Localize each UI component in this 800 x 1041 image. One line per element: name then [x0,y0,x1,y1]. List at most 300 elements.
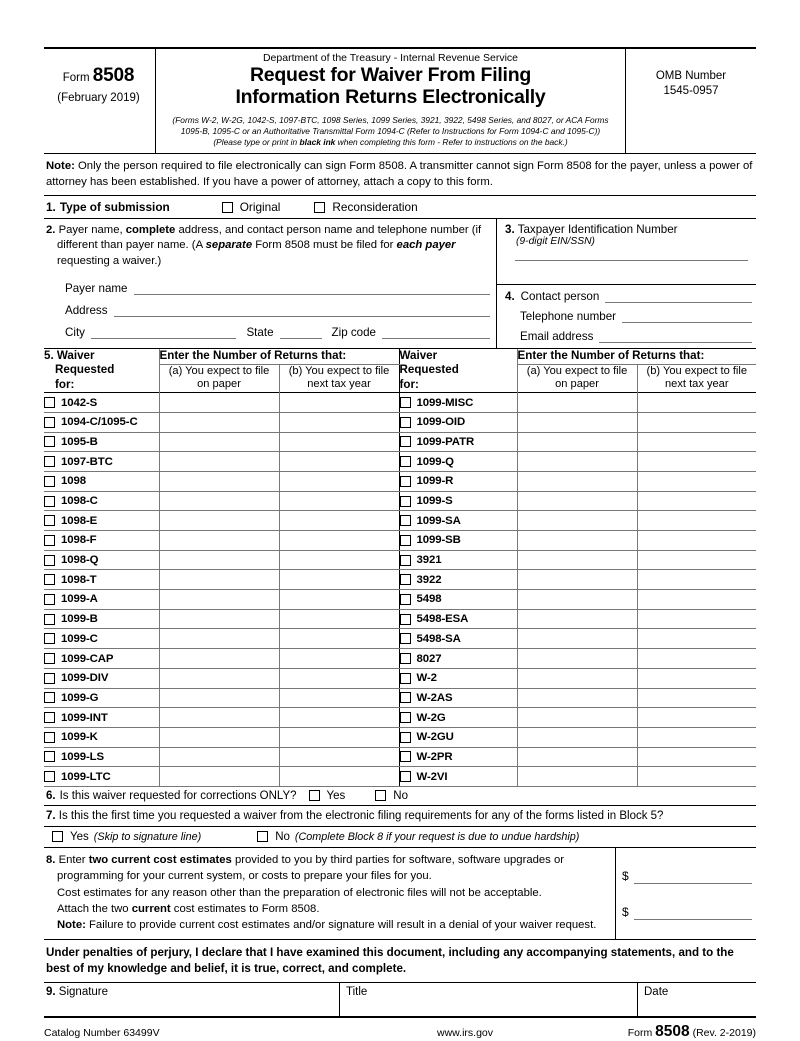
form-revision-date: (February 2019) [57,92,140,104]
next-year-count-input-left[interactable] [279,747,399,767]
paper-count-input-right[interactable] [517,531,637,551]
col-b-left-line-1: (b) You expect to file [288,364,390,377]
waiver-item-label: 1099-S [416,495,453,507]
waiver-item-cell [399,412,517,432]
waiver-item-label: 1099-CAP [61,652,114,665]
next-year-count-input-left[interactable] [279,511,399,531]
checkbox-3922[interactable] [400,574,411,585]
checkbox-1099-misc[interactable] [400,397,411,408]
footer-form-identity [586,1023,756,1041]
checkbox-corrections-yes[interactable] [309,790,320,801]
paper-count-input-left[interactable] [159,609,279,629]
paper-count-input-right[interactable] [517,629,637,649]
omb-label: OMB Number [655,70,727,82]
checkbox-1099-q[interactable] [400,456,411,467]
checkbox-1099-oid[interactable] [400,417,411,428]
waiver-item-label: 1098 [61,475,86,488]
waiver-item-cell [44,708,159,728]
waiver-item-label: 1099-R [416,475,454,488]
checkbox-1099-int[interactable] [44,712,55,723]
label-original: Original [239,200,281,215]
next-year-count-input-right[interactable] [637,590,756,610]
title-cell[interactable] [340,983,638,1016]
waiver-item-cell [44,727,159,747]
paper-count-input-right[interactable] [517,767,637,787]
checkbox-1098-f[interactable] [44,535,55,546]
block-2-emph-each-payer: each payer [396,239,456,252]
date-cell[interactable] [638,983,756,1016]
paper-count-input-right[interactable] [517,708,637,728]
label-first-time-no: No [275,830,290,843]
form-title-line-1: Request for Waiver From Filing [249,64,532,86]
waiver-item-label: 1094-C/1095-C [61,416,138,429]
checkbox-1042-s[interactable] [44,397,55,408]
checkbox-1099-cap[interactable] [44,653,55,664]
form-subtitle [162,115,619,148]
checkbox-1098-c[interactable] [44,496,55,507]
next-year-count-input-right[interactable] [637,668,756,688]
form-title-block [156,49,626,153]
paper-count-input-left[interactable] [159,531,279,551]
telephone-input[interactable] [622,309,752,323]
paper-count-input-left[interactable] [159,590,279,610]
block-8-emph-current: current [131,903,171,916]
paper-count-input-left[interactable] [159,747,279,767]
paper-count-input-left[interactable] [159,727,279,747]
email-label: Email address [520,330,594,344]
paper-count-input-right[interactable] [517,452,637,472]
next-year-count-input-right[interactable] [637,609,756,629]
signature-label: Signature [58,985,109,998]
block-8-line1-c: provided to you by third parties for software, software upgrades or programming for your current system, or costs to prepare your files for you. [57,853,565,883]
waiver-item-label: 3922 [416,573,442,586]
checkbox-w-2[interactable] [400,673,411,684]
note-first-time-no: (Complete Block 8 if your request is due to undue hardship) [294,830,580,843]
checkbox-1095-b[interactable] [44,436,55,447]
checkbox-original[interactable] [222,202,233,213]
form-number: 8508 [92,65,135,86]
block-3-number: 3. [505,223,515,237]
checkbox-1099-patr[interactable] [400,436,411,447]
block-2-text-c: address, and contact person name and telephone number (if different than payer name. (A [57,224,482,252]
paper-count-input-right[interactable] [517,412,637,432]
next-year-count-input-right[interactable] [637,432,756,452]
cost-estimate-2-input[interactable] [634,905,752,920]
waiver-item-cell [44,550,159,570]
paper-count-input-right[interactable] [517,570,637,590]
col-a-right-line-2: on paper [555,378,599,391]
waiver-item-label: 1097-BTC [61,455,113,468]
next-year-count-input-left[interactable] [279,412,399,432]
next-year-count-input-right[interactable] [637,629,756,649]
paper-count-input-right[interactable] [517,747,637,767]
payer-name-input[interactable] [134,281,490,295]
block-2-payer-info [44,219,497,348]
block-2-emph-complete: complete [125,224,176,237]
waiver-item-label: 1099-A [61,593,98,606]
block-8-note-text: Failure to provide current cost estimates and/or signature will result in a denial of your waiver request. [85,919,597,932]
waiver-item-label: 1042-S [61,396,98,409]
city-label: City [65,326,85,340]
block-2-emph-separate: separate [205,239,253,252]
waiver-item-label: 1098-E [61,514,98,527]
state-label: State [246,326,274,340]
waiver-item-cell [44,511,159,531]
agency-name: Department of the Treasury - Internal Revenue Service [262,52,519,64]
next-year-count-input-left[interactable] [279,452,399,472]
checkbox-1099-a[interactable] [44,594,55,605]
checkbox-3921[interactable] [400,555,411,566]
form-body [44,47,756,1041]
title-label: Title [346,985,368,998]
waiver-requested-header-right [399,349,517,393]
waiver-item-label: 1099-LTC [61,770,111,783]
table-row [44,629,756,649]
form-note [44,154,756,196]
next-year-count-input-right[interactable] [637,708,756,728]
paper-count-input-left[interactable] [159,471,279,491]
next-year-count-input-right[interactable] [637,688,756,708]
waiver-item-cell [399,609,517,629]
paper-count-input-left[interactable] [159,767,279,787]
waiver-item-cell [44,590,159,610]
waiver-item-cell [399,393,517,413]
paper-count-input-left[interactable] [159,708,279,728]
paper-count-input-right[interactable] [517,432,637,452]
waiver-item-cell [44,491,159,511]
paper-count-input-left[interactable] [159,511,279,531]
waiver-item-cell [44,649,159,669]
block-5-number: 5. [44,349,54,363]
col-a-left-line-2: on paper [197,378,241,391]
checkbox-w-2g[interactable] [400,712,411,723]
label-first-time-yes: Yes [70,830,89,843]
checkbox-1098-q[interactable] [44,555,55,566]
note-first-time-yes: (Skip to signature line) [93,830,202,843]
col-a-left-line-1: (a) You expect to file [168,364,270,377]
block-6-question: Is this waiver requested for corrections ONLY? [59,789,297,802]
col-b-left-line-2: next tax year [307,378,371,391]
checkbox-8027[interactable] [400,653,411,664]
block-8-line-3 [46,901,607,917]
waiver-item-label: 1099-DIV [61,672,109,685]
waiver-item-label: W-2GU [416,731,454,744]
table-row [44,412,756,432]
next-year-count-input-left[interactable] [279,531,399,551]
tin-input[interactable] [515,259,748,261]
checkbox-1098-t[interactable] [44,574,55,585]
paper-count-input-right[interactable] [517,688,637,708]
state-input[interactable] [280,325,322,339]
next-year-count-input-left[interactable] [279,432,399,452]
checkbox-1099-sa[interactable] [400,515,411,526]
checkbox-first-time-no[interactable] [257,831,268,842]
checkbox-1098-e[interactable] [44,515,55,526]
block-5-waiver-table [44,349,756,787]
paper-count-input-right[interactable] [517,649,637,669]
form-footer [44,1018,756,1041]
checkbox-1099-g[interactable] [44,692,55,703]
waiver-item-label: 5498-SA [416,632,461,645]
checkbox-1099-div[interactable] [44,673,55,684]
contact-person-label: Contact person [520,290,600,304]
paper-count-input-right[interactable] [517,590,637,610]
block-6-corrections [44,787,756,806]
next-year-count-input-right[interactable] [637,727,756,747]
email-input[interactable] [599,329,752,343]
next-year-count-input-right[interactable] [637,491,756,511]
table-row [44,747,756,767]
waiver-item-cell [44,531,159,551]
waiver-item-label: 1099-SA [416,514,461,527]
table-row [44,668,756,688]
waiver-item-label: W-2AS [416,691,453,704]
waiver-item-cell [44,767,159,787]
next-year-count-input-right[interactable] [637,412,756,432]
city-state-zip-row [46,325,490,339]
address-row [46,303,490,317]
next-year-count-input-left[interactable] [279,491,399,511]
waiver-item-label: W-2VI [416,770,448,783]
checkbox-1099-c[interactable] [44,633,55,644]
paper-count-input-right[interactable] [517,550,637,570]
waiver-item-cell [399,727,517,747]
next-year-count-input-right[interactable] [637,649,756,669]
checkbox-1097-btc[interactable] [44,456,55,467]
paper-count-input-left[interactable] [159,491,279,511]
checkbox-1099-ltc[interactable] [44,771,55,782]
subtitle-line-3 [162,137,619,148]
checkbox-5498-sa[interactable] [400,633,411,644]
paper-count-input-left[interactable] [159,688,279,708]
next-year-count-input-left[interactable] [279,708,399,728]
table-row [44,767,756,787]
paper-count-input-left[interactable] [159,432,279,452]
paper-count-input-right[interactable] [517,491,637,511]
block-8-cost-estimates [44,848,756,940]
waiver-item-cell [399,668,517,688]
next-year-count-input-right[interactable] [637,747,756,767]
footer-form-number: 8508 [655,1022,690,1040]
table-row [44,649,756,669]
block-3-tin [497,219,756,285]
checkbox-1099-ls[interactable] [44,751,55,762]
returns-header-left: Enter the Number of Returns that: [159,349,399,364]
block-8-line3-a: Attach the two [57,903,132,916]
telephone-label: Telephone number [520,310,617,324]
waiver-right-line-3: for: [399,377,419,391]
paper-count-input-right[interactable] [517,393,637,413]
label-corrections-yes: Yes [326,789,346,802]
payer-name-label: Payer name [65,282,128,296]
cost-estimate-1-input[interactable] [634,869,752,884]
waiver-item-cell [399,649,517,669]
waiver-right-line-1: Waiver [399,349,438,363]
next-year-count-input-right[interactable] [637,511,756,531]
checkbox-5498-esa[interactable] [400,614,411,625]
checkbox-w-2vi[interactable] [400,771,411,782]
zip-input[interactable] [382,325,490,339]
block-2-text-e: Form 8508 must be filed for [252,239,397,252]
paper-count-input-right[interactable] [517,511,637,531]
next-year-count-input-left[interactable] [279,649,399,669]
waiver-item-cell [399,747,517,767]
waiver-item-cell [399,629,517,649]
paper-count-input-left[interactable] [159,649,279,669]
footer-revision: (Rev. 2-2019) [692,1026,756,1039]
block-6-number: 6. [46,789,56,802]
table-row [44,511,756,531]
waiver-item-label: 1098-C [61,495,98,507]
block-2-instructions [46,223,490,269]
waiver-item-label: W-2G [416,711,446,724]
checkbox-1098[interactable] [44,476,55,487]
checkbox-reconsideration[interactable] [314,202,325,213]
paper-count-input-left[interactable] [159,393,279,413]
next-year-count-input-right[interactable] [637,452,756,472]
next-year-count-input-right[interactable] [637,531,756,551]
checkbox-1094-c-1095-c[interactable] [44,417,55,428]
checkbox-5498[interactable] [400,594,411,605]
block-8-line-2: Cost estimates for any reason other than the preparation of electronic files will not be acceptable. [57,886,542,899]
table-row [44,727,756,747]
next-year-count-input-left[interactable] [279,550,399,570]
next-year-count-input-left[interactable] [279,570,399,590]
date-label: Date [644,985,669,998]
next-year-count-input-left[interactable] [279,629,399,649]
subtitle-line-3-part-a: (Please type or print in [213,136,300,147]
next-year-count-input-left[interactable] [279,668,399,688]
waiver-item-cell [399,550,517,570]
waiver-item-label: 1098-Q [61,554,99,567]
next-year-count-input-left[interactable] [279,471,399,491]
paper-count-input-right[interactable] [517,609,637,629]
next-year-count-input-left[interactable] [279,393,399,413]
waiver-item-label: 1099-B [61,613,98,626]
block-8-amount-fields [616,848,756,939]
checkbox-w-2pr[interactable] [400,751,411,762]
paper-count-input-left[interactable] [159,629,279,649]
block-3-label: Taxpayer Identification Number [517,223,678,237]
table-row [44,432,756,452]
waiver-item-cell [44,609,159,629]
checkbox-1099-sb[interactable] [400,535,411,546]
paper-count-input-left[interactable] [159,570,279,590]
table-row [44,570,756,590]
waiver-item-cell [44,452,159,472]
waiver-left-line-2: Requested [55,363,115,377]
checkbox-1099-r[interactable] [400,476,411,487]
waiver-item-label: 3921 [416,554,442,567]
next-year-count-input-left[interactable] [279,590,399,610]
waiver-item-label: 1099-SB [416,534,461,547]
waiver-item-label: 5498 [416,593,442,606]
waiver-item-label: 1099-MISC [416,396,474,409]
cost-estimate-2-row [622,884,752,920]
signature-cell[interactable] [44,983,340,1016]
next-year-count-input-right[interactable] [637,570,756,590]
next-year-count-input-right[interactable] [637,471,756,491]
paper-count-input-right[interactable] [517,668,637,688]
block-1-label: Type of submission [59,200,170,215]
label-reconsideration: Reconsideration [332,200,418,215]
waiver-item-cell [44,393,159,413]
email-row [505,329,752,343]
block-7-question-row [44,806,756,827]
city-input[interactable] [91,325,236,339]
paper-count-input-left[interactable] [159,452,279,472]
next-year-count-input-left[interactable] [279,727,399,747]
block-2-text-g: requesting a waiver.) [57,254,162,267]
checkbox-corrections-no[interactable] [375,790,386,801]
block-8-number: 8. [46,853,56,866]
checkbox-w-2as[interactable] [400,692,411,703]
waiver-item-cell [44,668,159,688]
address-label: Address [65,304,108,318]
next-year-count-input-right[interactable] [637,767,756,787]
waiver-item-cell [399,491,517,511]
waiver-item-cell [399,511,517,531]
waiver-item-label: 1099-LS [61,750,104,763]
returns-header-right: Enter the Number of Returns that: [517,349,756,364]
subtitle-line-2: 1095-B, 1095-C or an Authoritative Transmittal Form 1094-C (Refer to Instructions for Form 1094-C and 1095-C)) [180,125,601,136]
table-row [44,550,756,570]
checkbox-w-2gu[interactable] [400,732,411,743]
table-row [44,452,756,472]
waiver-item-cell [44,432,159,452]
form-identity-block [44,49,156,153]
waiver-item-label: 1099-K [61,731,98,744]
next-year-count-input-left[interactable] [279,767,399,787]
block-9-signature-row [44,983,756,1018]
table-row [44,531,756,551]
waiver-item-cell [44,688,159,708]
waiver-item-cell [399,570,517,590]
address-input[interactable] [114,303,490,317]
paper-count-input-right[interactable] [517,727,637,747]
checkbox-1099-b[interactable] [44,614,55,625]
checkbox-first-time-yes[interactable] [52,831,63,842]
next-year-count-input-left[interactable] [279,688,399,708]
table-rows-body [44,393,756,787]
table-row [44,393,756,413]
block-8-emph-estimates: two current cost estimates [88,853,232,866]
paper-count-input-left[interactable] [159,412,279,432]
waiver-item-label: 1099-PATR [416,435,475,448]
table-row [44,688,756,708]
contact-person-input[interactable] [605,289,752,303]
next-year-count-input-left[interactable] [279,609,399,629]
telephone-row [505,309,752,323]
next-year-count-input-right[interactable] [637,550,756,570]
checkbox-1099-k[interactable] [44,732,55,743]
paper-count-input-left[interactable] [159,668,279,688]
waiver-item-label: 1099-C [61,632,98,645]
block-4-number [505,290,521,303]
block-8-line3-c: cost estimates to Form 8508. [170,903,320,916]
waiver-item-label: 1098-F [61,534,97,547]
checkbox-1099-s[interactable] [400,496,411,507]
next-year-count-input-right[interactable] [637,393,756,413]
paper-count-input-right[interactable] [517,471,637,491]
omb-block [626,49,756,153]
table-row [44,590,756,610]
col-b-right-line-2: next tax year [665,378,729,391]
waiver-item-label: 5498-ESA [416,613,469,626]
irs-website[interactable]: www.irs.gov [436,1026,493,1039]
waiver-item-cell [44,471,159,491]
paper-count-input-left[interactable] [159,550,279,570]
